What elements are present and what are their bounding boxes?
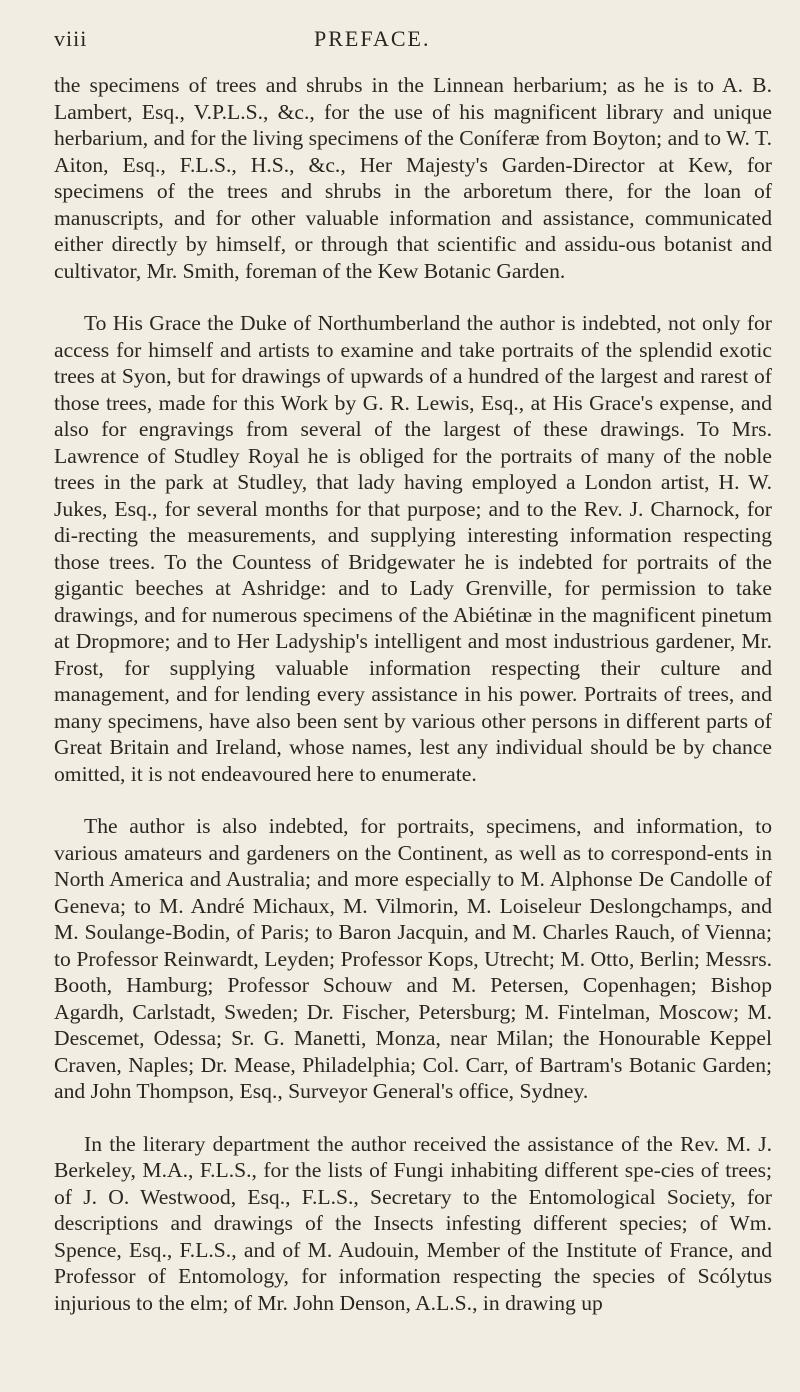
paragraph-continued: the specimens of trees and shrubs in the Linnean herbarium; as he is to A. B. Lambert, Esq., V.P.L.S., &c., for the use of his magnificent library and unique herbarium, and for the living specimens of the Coníferæ from Boyton; and to W. T. Aiton, Esq., F.L.S., H.S., &c., Her Majesty's Garden-Director at Kew, for specimens of the trees and shrubs in the arboretum there, for the loan of manuscripts, and for other valuable information and assistance, communicated either directly by himself, or through that scientific and assidu-ous botanist and cultivator, Mr. Smith, foreman of the Kew Botanic Garden. <box>54 73 772 283</box>
body-text <box>54 72 772 1316</box>
running-header <box>54 22 772 62</box>
running-title: PREFACE. <box>314 26 431 51</box>
paragraph-literary: In the literary department the author received the assistance of the Rev. M. J. Berkeley, M.A., F.L.S., for the lists of Fungi inhabiting different spe-cies of trees; of J. O. Westwood, Esq., F.L.S., Secretary to the Entomological Society, for descriptions and drawings of the Insects infesting different species; of Wm. Spence, Esq., F.L.S., and of M. Audouin, Member of the Institute of France, and Professor of Entomology, for information respecting the species of Scólytus injurious to the elm; of Mr. John Denson, A.L.S., in drawing up <box>54 1131 772 1315</box>
page-number: viii <box>54 26 88 51</box>
paragraph-continent: The author is also indebted, for portraits, specimens, and information, to various amateurs and gardeners on the Continent, as well as to correspond-ents in North America and Australia; and more especially to M. Alphonse De Candolle of Geneva; to M. André Michaux, M. Vilmorin, M. Loiseleur Deslongchamps, and M. Soulange-Bodin, of Paris; to Baron Jacquin, and M. Charles Rauch, of Vienna; to Professor Reinwardt, Leyden; Professor Kops, Utrecht; M. Otto, Berlin; Messrs. Booth, Hamburg; Professor Schouw and M. Petersen, Copenhagen; Bishop Agardh, Carlstadt, Sweden; Dr. Fischer, Petersburg; M. Fintelman, Moscow; M. Descemet, Odessa; Sr. G. Manetti, Monza, near Milan; the Honourable Keppel Craven, Naples; Dr. Mease, Philadelphia; Col. Carr, of Bartram's Botanic Garden; and John Thompson, Esq., Surveyor General's office, Sydney. <box>54 814 772 1103</box>
paragraph-northumberland: To His Grace the Duke of Northumberland the author is indebted, not only for access for himself and artists to examine and take portraits of the splendid exotic trees at Syon, but for drawings of upwards of a hundred of the largest and rarest of those trees, made for this Work by G. R. Lewis, Esq., at His Grace's expense, and also for engravings from several of the largest of these drawings. To Mrs. Lawrence of Studley Royal he is obliged for the portraits of many of the noble trees in the park at Studley, that lady having employed a London artist, H. W. Jukes, Esq., for several months for that purpose; and to the Rev. J. Charnock, for di-recting the measurements, and supplying interesting information respecting those trees. To the Countess of Bridgewater he is indebted for portraits of the gigantic beeches at Ashridge: and to Lady Grenville, for permission to take drawings, and for numerous specimens of the Abiétinæ in the magnificent pinetum at Dropmore; and to Her Ladyship's intelligent and most industrious gardener, Mr. Frost, for supplying valuable information respecting their culture and management, and for lending every assistance in his power. Portraits of trees, and many specimens, have also been sent by various other persons in different parts of Great Britain and Ireland, whose names, lest any individual should be by chance omitted, it is not endeavoured here to enumerate. <box>54 311 772 786</box>
